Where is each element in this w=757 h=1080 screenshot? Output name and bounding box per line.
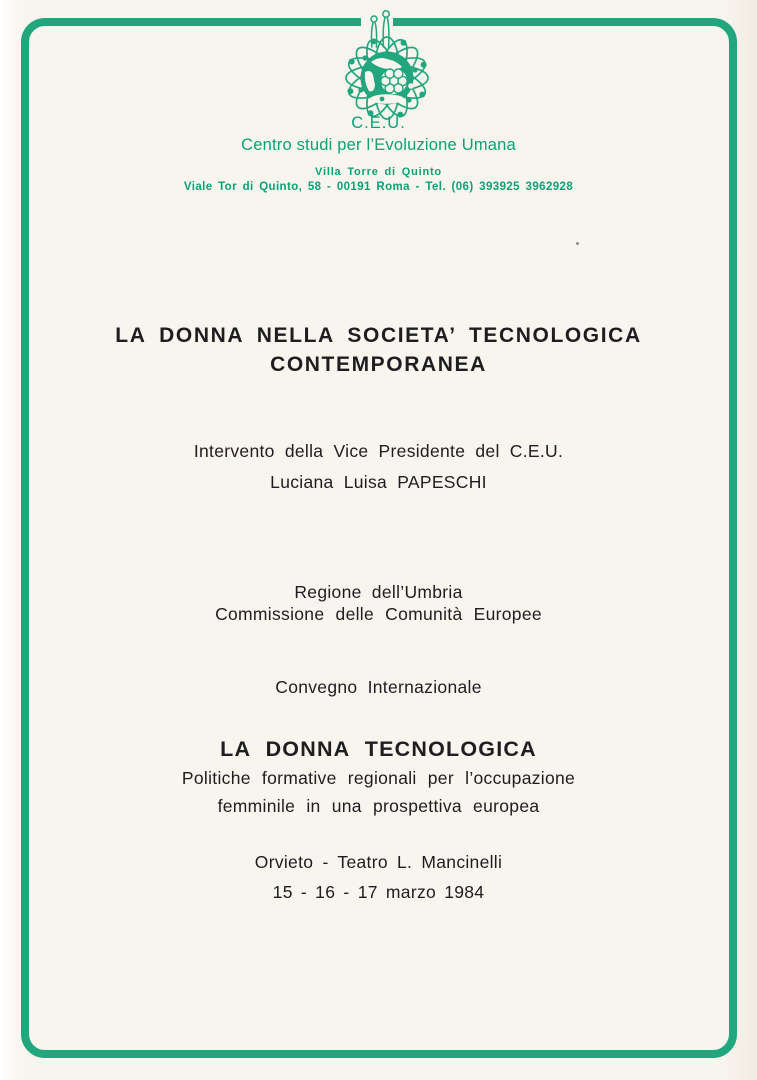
address-line-2: Viale Tor di Quinto, 58 - 00191 Roma - Tel. (06) 393925 3962928 bbox=[183, 181, 574, 193]
event-title: LA DONNA TECNOLOGICA bbox=[220, 737, 537, 761]
scan-edge bbox=[0, 0, 15, 1080]
event-type: Convegno Internazionale bbox=[275, 677, 482, 697]
address-line-1: Villa Torre di Quinto bbox=[315, 166, 442, 178]
ceu-acronym: C.E.U. bbox=[351, 114, 406, 132]
molecule-cluster-icon bbox=[381, 68, 407, 94]
main-title-line-1: LA DONNA NELLA SOCIETA’ TECNOLOGICA bbox=[115, 324, 642, 347]
event-venue: Orvieto - Teatro L. Mancinelli bbox=[254, 852, 503, 872]
globe-icon bbox=[361, 52, 414, 105]
scan-speck bbox=[576, 242, 579, 245]
speaker-intro: Intervento della Vice Presidente del C.E.U. bbox=[193, 441, 564, 461]
org-line-2: Commissione delle Comunità Europee bbox=[215, 604, 542, 624]
speaker-name: Luciana Luisa PAPESCHI bbox=[270, 472, 487, 492]
event-subtitle-line-1: Politiche formative regionali per l’occupazione bbox=[181, 768, 576, 788]
organization-name: Centro studi per l’Evoluzione Umana bbox=[241, 136, 516, 154]
main-title-line-2: CONTEMPORANEA bbox=[270, 353, 487, 376]
event-subtitle-line-2: femminile in una prospettiva europea bbox=[217, 796, 540, 816]
event-dates: 15 - 16 - 17 marzo 1984 bbox=[272, 882, 485, 902]
org-line-1: Regione dell’Umbria bbox=[294, 582, 463, 602]
